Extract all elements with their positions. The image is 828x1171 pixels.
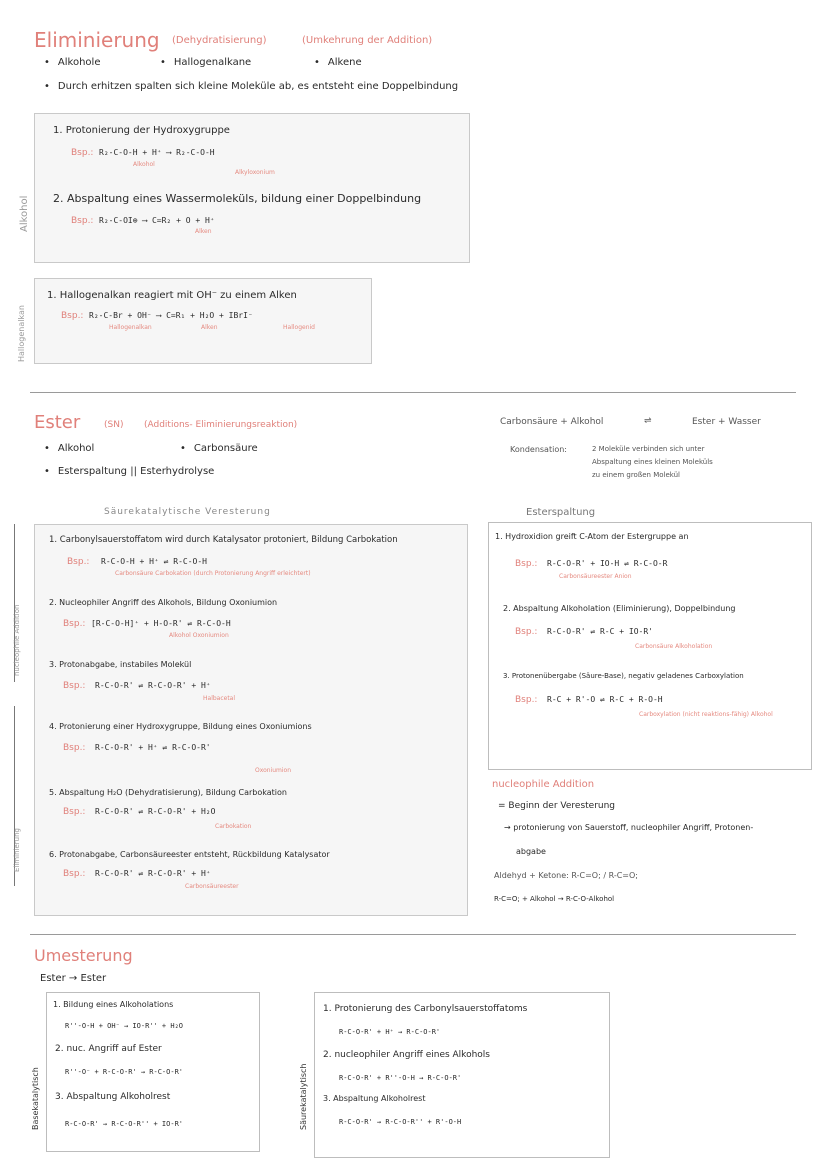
bsp-label: Bsp.: — [63, 807, 86, 817]
elim-bullet: • Hallogenalkane — [160, 56, 251, 69]
ester-bullet: • Carbonsäure — [180, 442, 258, 455]
nucleophile-line: = Beginn der Veresterung — [498, 801, 616, 811]
veresterung-equation: R-C-O-H + H⁺ ⇌ R-C-O-H — [101, 557, 207, 566]
side-label-saurekatalytisch: Säurekatalytisch — [299, 1063, 308, 1130]
elim-description: • Durch erhitzen spalten sich kleine Moleküle ab, es entsteht eine Doppelbindung — [44, 80, 458, 93]
esterspaltung-title: Esterspaltung — [526, 507, 596, 518]
veresterung-equation: R-C-O-R' ⇌ R-C-O-R' + H₂O — [95, 807, 216, 816]
veresterung-label: Carbonsäureester — [185, 883, 239, 890]
bsp-label: Bsp.: — [63, 619, 86, 629]
bsp-label: Bsp.: — [63, 743, 86, 753]
saure-step: 2. nucleophiler Angriff eines Alkohols — [323, 1050, 490, 1060]
esterspaltung-step: 3. Protonenübergabe (Säure-Base), negativ geladenes Carboxylation — [503, 672, 744, 680]
elim-step-2: 2. Abspaltung eines Wassermoleküls, bildung einer Doppelbindung — [53, 192, 422, 205]
saurekatalytisch-box — [314, 992, 610, 1158]
elim-eq1-label: Alkyloxonium — [235, 169, 275, 176]
base-step: 3. Abspaltung Alkoholrest — [55, 1092, 171, 1102]
aldehyd-ketone-note: Aldehyd + Ketone: R-C=O; / R-C=O; — [494, 871, 638, 880]
basekatalytisch-box — [46, 992, 260, 1152]
elim-bullet: • Alkohole — [44, 56, 100, 69]
kondensation-line: 2 Moleküle verbinden sich unter — [592, 445, 705, 453]
esterspaltung-label: Carbonsäure Alkoholation — [635, 643, 713, 650]
bsp-label: Bsp.: — [63, 869, 86, 879]
saure-step: 3. Abspaltung Alkoholrest — [323, 1094, 426, 1103]
bsp-label: Bsp.: — [71, 216, 94, 226]
saure-step: 1. Protonierung des Carbonylsauerstoffatoms — [323, 1004, 528, 1014]
nucleophile-addition-title: nucleophile Addition — [492, 779, 595, 790]
halo-equation: R₂-C-Br + OH⁻ ⟶ C=R₁ + H₂O + IBrI⁻ — [89, 311, 253, 320]
elim-eq2-label: Alken — [195, 228, 212, 235]
esterspaltung-step: 1. Hydroxidion greift C-Atom der Estergruppe an — [495, 532, 689, 541]
nucleophile-line: → protonierung von Sauerstoff, nucleophiler Angriff, Protonen- — [504, 823, 754, 832]
veresterung-equation: R-C-O-R' ⇌ R-C-O-R' + H⁺ — [95, 681, 211, 690]
ester-bullet: • Alkohol — [44, 442, 94, 455]
side-label-nucleophile: nucleophile Addition — [13, 604, 21, 676]
bsp-label: Bsp.: — [61, 311, 84, 321]
esterspaltung-label: Carbonsäureester Anion — [559, 573, 632, 580]
elim-alkohol-box — [34, 113, 470, 263]
ester-sn: (SN) — [104, 420, 124, 430]
veresterung-box — [34, 524, 468, 916]
elim-equation-2: R₂-C-OI⊕ ⟶ C=R₂ + O + H⁺ — [99, 216, 215, 225]
nucleophile-line: abgabe — [516, 847, 546, 856]
section-divider — [30, 934, 796, 935]
veresterung-label: Oxoniumion — [255, 767, 292, 774]
kondensation-line: Abspaltung eines kleinen Moleküls — [592, 458, 713, 466]
halo-eq-label: Hallogenalkan — [109, 324, 152, 331]
base-step: 2. nuc. Angriff auf Ester — [55, 1044, 162, 1054]
saure-equation: R-C-O-R' → R-C-O-R'' + R'-O-H — [339, 1118, 462, 1126]
elim-subtitle-2: (Umkehrung der Addition) — [302, 35, 433, 46]
base-step: 1. Bildung eines Alkoholations — [53, 1000, 174, 1009]
ester-equation-right: Ester + Wasser — [692, 417, 761, 427]
equilibrium-arrow-icon: ⇌ — [644, 416, 652, 426]
veresterung-label: Carbokation — [215, 823, 252, 830]
veresterung-equation: [R-C-O-H]⁺ + H-O-R' ⇌ R-C-O-H — [91, 619, 231, 628]
side-label-halo: Hallogenalkan — [17, 305, 26, 362]
esterspaltung-step: 2. Abspaltung Alkoholation (Eliminierung), Doppelbindung — [503, 604, 736, 613]
bsp-label: Bsp.: — [71, 148, 94, 158]
saure-equation: R-C-O-R' + H⁺ → R-C-O-R' — [339, 1028, 441, 1036]
elim-halo-box — [34, 278, 372, 364]
umesterung-subtitle: Ester → Ester — [40, 973, 107, 984]
bsp-label: Bsp.: — [515, 627, 538, 637]
bsp-label: Bsp.: — [63, 681, 86, 691]
halo-eq-label: Alken — [201, 324, 218, 331]
aldehyd-alkohol-note: R-C=O; + Alkohol → R-C-O-Alkohol — [494, 895, 615, 903]
base-equation: R-C-O-R' → R-C-O-R'' + IO-R' — [65, 1120, 184, 1128]
bsp-label: Bsp.: — [515, 559, 538, 569]
esterspaltung-equation: R-C-O-R' ⇌ R-C + IO-R' — [547, 627, 653, 636]
veresterung-label: Alkohol Oxoniumion — [169, 632, 229, 639]
elim-title: Eliminierung — [34, 28, 160, 52]
ester-equation-left: Carbonsäure + Alkohol — [500, 417, 604, 427]
veresterung-step: 4. Protonierung einer Hydroxygruppe, Bildung eines Oxoniumions — [49, 722, 312, 731]
saure-veresterung-title: Säurekatalytische Veresterung — [104, 507, 271, 517]
umesterung-title: Umesterung — [34, 946, 133, 965]
veresterung-step: 2. Nucleophiler Angriff des Alkohols, Bildung Oxoniumion — [49, 598, 278, 607]
bsp-label: Bsp.: — [515, 695, 538, 705]
veresterung-label: Carbonsäure Carbokation (durch Protonierung Angriff erleichtert) — [115, 570, 311, 577]
veresterung-step: 5. Abspaltung H₂O (Dehydratisierung), Bildung Carbokation — [49, 788, 287, 797]
base-equation: R''-O-H + OH⁻ → IO-R'' + H₂O — [65, 1022, 184, 1030]
kondensation-label: Kondensation: — [510, 445, 567, 454]
elim-subtitle-1: (Dehydratisierung) — [172, 35, 267, 46]
ester-subtitle: (Additions- Eliminierungsreaktion) — [144, 420, 298, 430]
esterspaltung-label: Carboxylation (nicht reaktions-fähig) Alkohol — [639, 711, 773, 718]
base-equation: R''-O⁻ + R-C-O-R' → R-C-O-R' — [65, 1068, 184, 1076]
esterspaltung-equation: R-C-O-R' + IO-H ⇌ R-C-O-R — [547, 559, 668, 568]
elim-step-1: 1. Protonierung der Hydroxygruppe — [53, 125, 230, 136]
veresterung-step: 1. Carbonylsauerstoffatom wird durch Katalysator protoniert, Bildung Carbokation — [49, 535, 398, 545]
halo-step-1: 1. Hallogenalkan reagiert mit OH⁻ zu einem Alken — [47, 290, 297, 301]
halo-eq-label: Hallogenid — [283, 324, 315, 331]
side-label-alkohol: Alkohol — [19, 195, 30, 232]
elim-equation-1: R₂-C-O-H + H⁺ ⟶ R₂-C-O-H — [99, 148, 215, 157]
veresterung-equation: R-C-O-R' + H⁺ ⇌ R-C-O-R' — [95, 743, 211, 752]
bsp-label: Bsp.: — [67, 557, 90, 567]
esterspaltung-equation: R-C + R'-O ⇌ R-C + R-O-H — [547, 695, 663, 704]
kondensation-line: zu einem großen Molekül — [592, 471, 680, 479]
veresterung-step: 3. Protonabgabe, instabiles Molekül — [49, 660, 192, 669]
veresterung-step: 6. Protonabgabe, Carbonsäureester entsteht, Rückbildung Katalysator — [49, 850, 330, 859]
elim-bullet: • Alkene — [314, 56, 362, 69]
elim-eq1-label: Alkohol — [133, 161, 155, 168]
esterspaltung-box — [488, 522, 812, 770]
veresterung-equation: R-C-O-R' ⇌ R-C-O-R' + H⁺ — [95, 869, 211, 878]
ester-title: Ester — [34, 412, 81, 433]
saure-equation: R-C-O-R' + R''-O-H → R-C-O-R' — [339, 1074, 462, 1082]
veresterung-label: Halbacetal — [203, 695, 236, 702]
ester-bullet: • Esterspaltung || Esterhydrolyse — [44, 465, 214, 478]
section-divider — [30, 392, 796, 393]
side-label-eliminierung: Eliminierung — [13, 828, 21, 872]
side-label-basekatalytisch: Basekatalytisch — [31, 1067, 40, 1130]
